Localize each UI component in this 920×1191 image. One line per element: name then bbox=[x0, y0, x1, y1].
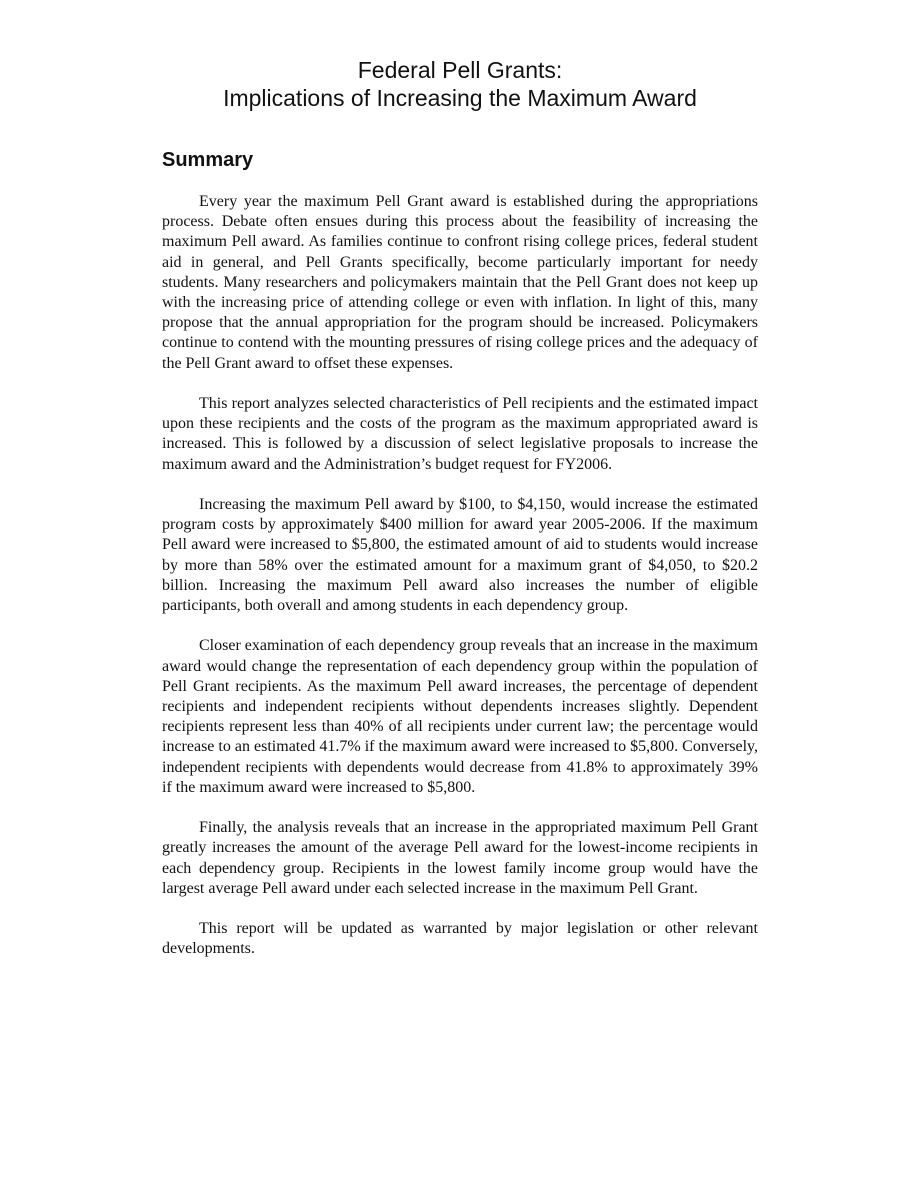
summary-body bbox=[162, 192, 758, 980]
section-heading-summary: Summary bbox=[162, 149, 254, 171]
summary-paragraph-6: This report will be updated as warranted by major legislation or other relevant developments. bbox=[162, 920, 758, 958]
title-line-1: Federal Pell Grants: bbox=[357, 57, 563, 83]
summary-paragraph-4: Closer examination of each dependency group reveals that an increase in the maximum award would change the representation of each dependency group within the population of Pell Grant recipients. As the maximum Pell award increases, the percentage of dependent recipients and independent recipients without dependents increases slightly. Dependent recipients represent less than 40% of all recipients under current law; the percentage would increase to an estimated 41.7% if the maximum award were increased to $5,800. Conversely, independent recipients with dependents would decrease from 41.8% to approximately 39% if the maximum award were increased to $5,800. bbox=[162, 637, 758, 796]
summary-paragraph-2: This report analyzes selected characteristics of Pell recipients and the estimated impact upon these recipients and the costs of the program as the maximum appropriated award is increased. This is followed by a discussion of select legislative proposals to increase the maximum award and the Administration’s budget request for FY2006. bbox=[162, 395, 758, 473]
summary-paragraph-3: Increasing the maximum Pell award by $100, to $4,150, would increase the estimated program costs by approximately $400 million for award year 2005-2006. If the maximum Pell award were increased to $5,800, the estimated amount of aid to students would increase by more than 58% over the estimated amount for a maximum grant of $4,050, to $20.2 billion. Increasing the maximum Pell award also increases the number of eligible participants, both overall and among students in each dependency group. bbox=[162, 496, 758, 615]
summary-paragraph-5: Finally, the analysis reveals that an increase in the appropriated maximum Pell Grant greatly increases the amount of the average Pell award for the lowest-income recipients in each dependency group. Recipients in the lowest family income group would have the largest average Pell award under each selected increase in the maximum Pell Grant. bbox=[162, 819, 758, 897]
document-title bbox=[0, 56, 920, 112]
title-line-2: Implications of Increasing the Maximum Award bbox=[223, 85, 697, 111]
summary-paragraph-1: Every year the maximum Pell Grant award is established during the appropriations process. Debate often ensues during this process about the feasibility of increasing the maximum Pell award. As families continue to confront rising college prices, federal student aid in general, and Pell Grants specifically, become particularly important for needy students. Many researchers and policymakers maintain that the Pell Grant does not keep up with the increasing price of attending college or even with inflation. In light of this, many propose that the annual appropriation for the program should be increased. Policymakers continue to contend with the mounting pressures of rising college prices and the adequacy of the Pell Grant award to offset these expenses. bbox=[162, 193, 758, 372]
